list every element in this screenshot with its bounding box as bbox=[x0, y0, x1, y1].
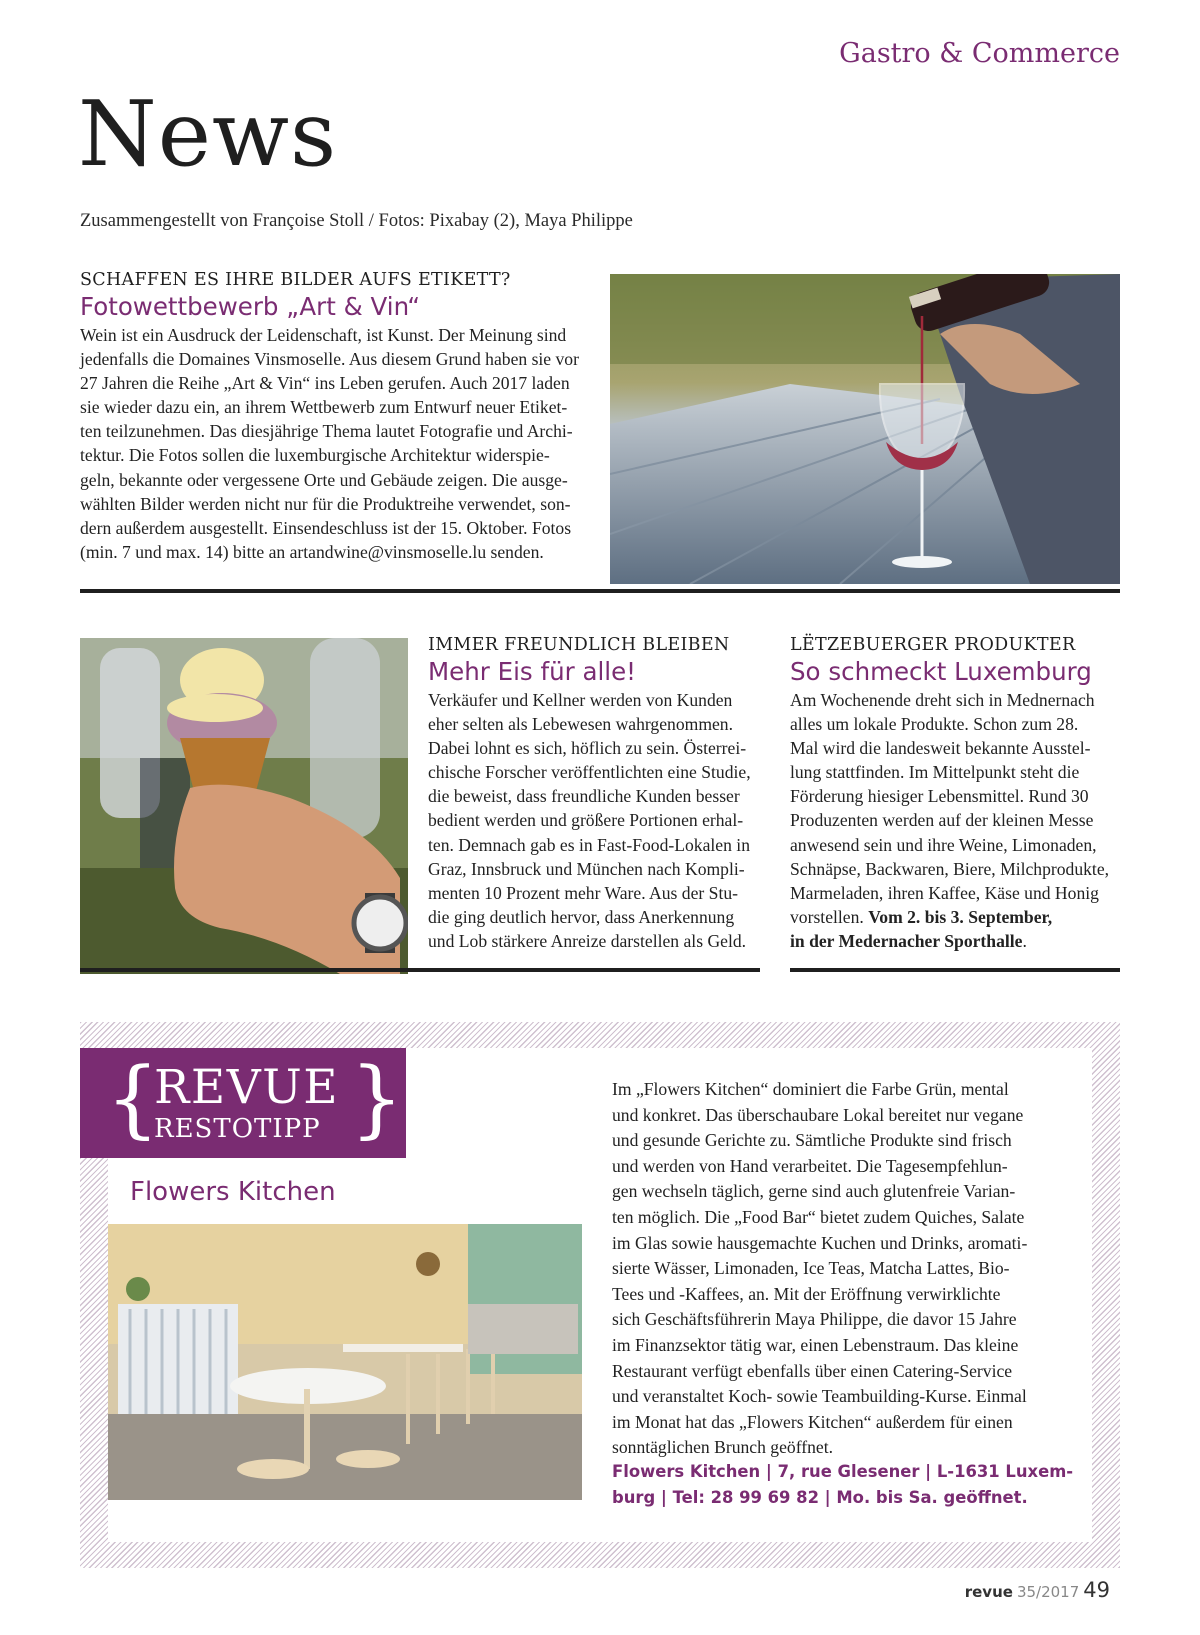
wine-photo bbox=[610, 274, 1120, 584]
restaurant-name: Flowers Kitchen bbox=[130, 1177, 336, 1207]
ice-body-line: Verkäufer und Kellner werden von Kunden bbox=[428, 690, 733, 710]
lux-kicker: LËTZEBUERGER PRODUKTER bbox=[790, 635, 1076, 655]
ice-headline: Mehr Eis für alle! bbox=[428, 657, 636, 686]
resto-body-line: Im „Flowers Kitchen“ dominiert die Farbe Grün, mental bbox=[612, 1079, 1009, 1099]
ice-body-line: Dabei lohnt es sich, höflich zu sein. Österrei- bbox=[428, 738, 747, 759]
ice-body-line: chische Forscher veröffentlichten eine Studie, bbox=[428, 762, 751, 783]
lux-headline: So schmeckt Luxemburg bbox=[790, 657, 1092, 686]
resto-body-line: im Glas sowie hausgemachte Kuchen und Drinks, aromati- bbox=[612, 1232, 1028, 1253]
resto-body-line: Tees und -Kaffees, an. Mit der Eröffnung verwirklichte bbox=[612, 1283, 1001, 1304]
ice-body-line: Graz, Innsbruck und München nach Kompli- bbox=[428, 858, 745, 879]
ice-body-line: menten 10 Prozent mehr Ware. Aus der Stu- bbox=[428, 882, 738, 903]
lux-body-line: Schnäpse, Backwaren, Biere, Milchprodukte, bbox=[790, 858, 1110, 879]
restotipp-contact bbox=[612, 1459, 1073, 1511]
section-tag: Gastro & Commerce bbox=[839, 38, 1120, 69]
lux-body-line: alles um lokale Produkte. Schon zum 28. bbox=[790, 714, 1079, 735]
magazine-name: revue bbox=[964, 1583, 1013, 1601]
photo-credits: Zusammengestellt von Françoise Stoll / Fotos: Pixabay (2), Maya Philippe bbox=[80, 211, 633, 231]
divider-rule-lux bbox=[790, 968, 1120, 972]
resto-body-line: und konkret. Das überschaubare Lokal bereitet nur vegane bbox=[612, 1104, 1024, 1125]
resto-body-line: gen wechseln täglich, gerne sind auch glutenfreie Varian- bbox=[612, 1181, 1016, 1202]
resto-contact-line: Flowers Kitchen | 7, rue Glesener | L-1631 Luxem- bbox=[612, 1462, 1074, 1481]
lux-body-line: lung stattfinden. Im Mittelpunkt steht die bbox=[790, 762, 1080, 783]
page-number: 49 bbox=[1083, 1578, 1110, 1602]
resto-body-line: und veranstaltet Koch- sowie Teambuilding-Kurse. Einmal bbox=[612, 1386, 1027, 1407]
page-title: News bbox=[78, 82, 338, 187]
issue-number: 35/2017 bbox=[1016, 1583, 1080, 1601]
ice-kicker: IMMER FREUNDLICH BLEIBEN bbox=[428, 635, 730, 655]
divider-rule bbox=[80, 589, 1120, 593]
wine-body bbox=[80, 323, 579, 564]
wine-body-line: sie wieder dazu ein, an ihrem Wettbewerb zum Entwurf neuer Etiket- bbox=[80, 397, 568, 418]
ice-body-line: ten. Demnach gab es in Fast-Food-Lokalen in bbox=[428, 834, 750, 855]
lux-body-line: Mal wird die landesweit bekannte Ausstel- bbox=[790, 738, 1091, 759]
lux-last-plain: vorstellen. bbox=[790, 906, 869, 927]
lux-venue: in der Medernacher Sporthalle bbox=[790, 930, 1023, 951]
lux-body-line: Marmeladen, ihren Kaffee, Käse und Honig bbox=[790, 882, 1099, 903]
resto-body-line: sierte Wässer, Limonaden, Ice Teas, Matcha Lattes, Bio- bbox=[612, 1258, 1010, 1279]
ice-body-line: die beweist, dass freundliche Kunden besser bbox=[428, 786, 740, 807]
ice-body bbox=[428, 688, 751, 953]
lux-body-line: anwesend sein und ihre Weine, Limonaden, bbox=[790, 834, 1097, 855]
brace-left: { bbox=[106, 1049, 160, 1147]
lux-date: Vom 2. bis 3. September, bbox=[868, 906, 1053, 927]
lux-body-line: Am Wochenende dreht sich in Mednernach bbox=[790, 690, 1095, 710]
badge-subtitle: RESTOTIPP bbox=[154, 1114, 321, 1144]
resto-body-line: und gesunde Gerichte zu. Sämtliche Produkte sind frisch bbox=[612, 1130, 1012, 1151]
wine-body-line: 27 Jahren die Reihe „Art & Vin“ ins Leben gerufen. Auch 2017 laden bbox=[80, 373, 570, 394]
ice-body-line: und Lob stärkere Anreize darstellen als Geld. bbox=[428, 930, 747, 951]
divider-rule-ice bbox=[80, 968, 760, 972]
resto-body-line: ten möglich. Die „Food Bar“ bietet zudem Quiches, Salate bbox=[612, 1206, 1025, 1227]
lux-body-line: Produzenten werden auf der kleinen Messe bbox=[790, 810, 1094, 831]
lux-body-line: Förderung hiesiger Lebensmittel. Rund 30 bbox=[790, 786, 1089, 807]
ice-cream-photo bbox=[80, 638, 408, 974]
lux-body bbox=[790, 688, 1109, 953]
ice-body-line: die ging deutlich hervor, dass Anerkennung bbox=[428, 906, 735, 927]
wine-headline: Fotowettbewerb „Art & Vin“ bbox=[80, 292, 421, 321]
resto-body-line: sich Geschäftsführerin Maya Philippe, die davor 15 Jahre bbox=[612, 1309, 1017, 1330]
wine-kicker: SCHAFFEN ES IHRE BILDER AUFS ETIKETT? bbox=[80, 270, 511, 290]
ice-body-line: eher selten als Lebewesen wahrgenommen. bbox=[428, 714, 734, 735]
wine-body-line: geln, bekannte oder vergessene Orte und Gebäude zeigen. Die ausge- bbox=[80, 469, 568, 490]
ice-body-line: bedient werden und größere Portionen erhal- bbox=[428, 810, 744, 831]
restaurant-photo bbox=[108, 1224, 582, 1500]
resto-body-line: Restaurant verfügt ebenfalls über einen Catering-Service bbox=[612, 1360, 1013, 1381]
resto-body-line: im Finanzsektor tätig war, einen Lebenstraum. Das kleine bbox=[612, 1334, 1019, 1355]
page-footer bbox=[960, 1578, 1110, 1602]
wine-body-line: Wein ist ein Ausdruck der Leidenschaft, ist Kunst. Der Meinung sind bbox=[80, 325, 567, 345]
wine-body-line: ten teilzunehmen. Das diesjährige Thema lautet Fotografie und Archi- bbox=[80, 421, 573, 442]
wine-body-line: tektur. Die Fotos sollen die luxemburgische Architektur widerspie- bbox=[80, 445, 550, 466]
wine-body-line: jedenfalls die Domaines Vinsmoselle. Aus diesem Grund haben sie vor bbox=[80, 349, 579, 370]
resto-body-line: sonntäglichen Brunch geöffnet. bbox=[612, 1437, 834, 1458]
wine-body-line: dern außerdem ausgestellt. Einsendeschluss ist der 15. Oktober. Fotos bbox=[80, 517, 572, 538]
badge-title: REVUE bbox=[154, 1060, 340, 1115]
restotipp-badge bbox=[80, 1048, 406, 1158]
restotipp-body bbox=[612, 1077, 1027, 1461]
resto-contact-line: burg | Tel: 28 99 69 82 | Mo. bis Sa. geöffnet. bbox=[612, 1488, 1028, 1507]
wine-body-line: wählten Bilder werden nicht nur für die Produktreihe verwendet, son- bbox=[80, 493, 571, 514]
wine-body-line: (min. 7 und max. 14) bitte an artandwine@vinsmoselle.lu senden. bbox=[80, 541, 544, 562]
resto-body-line: im Monat hat das „Flowers Kitchen“ außerdem für einen bbox=[612, 1411, 1013, 1432]
brace-right: } bbox=[350, 1049, 404, 1147]
resto-body-line: und werden von Hand verarbeitet. Die Tagesempfehlun- bbox=[612, 1155, 1008, 1176]
lux-final-plain: . bbox=[1022, 930, 1027, 951]
